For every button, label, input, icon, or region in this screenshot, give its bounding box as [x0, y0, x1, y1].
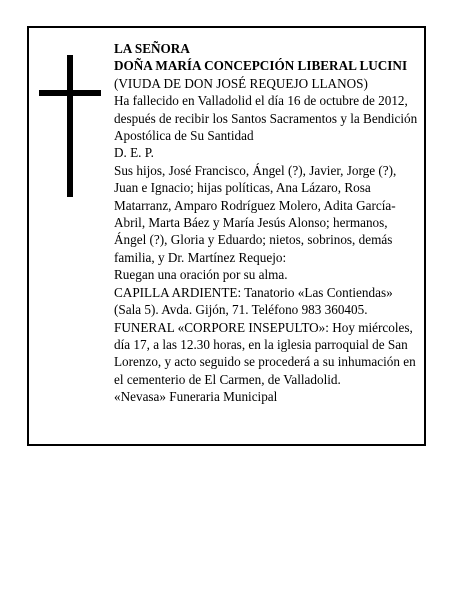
cross-vertical-bar [67, 55, 73, 197]
cross-horizontal-bar [39, 90, 101, 96]
cross-icon [39, 55, 101, 197]
prayer-request: Ruegan una oración por su alma. [114, 267, 288, 283]
family-list: Sus hijos, José Francisco, Ángel (?), Javier, Jorge (?), Juan e Ignacio; hijas políticas, Ana Lázaro, Rosa Matarranz, Amparo Rodríguez Molero, Adita García-Abril, Marta Báez y María Jesús Alonso; hermanos, Ángel (?), Gloria y Eduardo; nietos, sobrinos, demás familia, y Dr. Martínez Requejo: [114, 162, 397, 265]
deceased-name: DOÑA MARÍA CONCEPCIÓN LIBERAL LUCINI [114, 58, 408, 74]
notice-text [114, 40, 422, 406]
notice-heading: LA SEÑORA [114, 41, 190, 56]
death-statement: Ha fallecido en Valladolid el día 16 de octubre de 2012, después de recibir los Santos Sacramentos y la Bendición Apostólica de Su Santidad [114, 93, 418, 144]
funeral-home: «Nevasa» Funeraria Municipal [114, 389, 278, 405]
funeral-info: FUNERAL «CORPORE INSEPULTO»: Hoy miércoles, día 17, a las 12.30 horas, en la iglesia parroquial de San Lorenzo, y acto seguido se procederá a su inhumación en el cementerio de El Carmen, de Valladolid. [114, 319, 416, 387]
chapel-info: CAPILLA ARDIENTE: Tanatorio «Las Contiendas» (Sala 5). Avda. Gijón, 71. Teléfono 983 360405. [114, 284, 393, 318]
widow-of: (VIUDA DE DON JOSÉ REQUEJO LLANOS) [114, 75, 368, 91]
dep-line: D. E. P. [114, 145, 154, 161]
